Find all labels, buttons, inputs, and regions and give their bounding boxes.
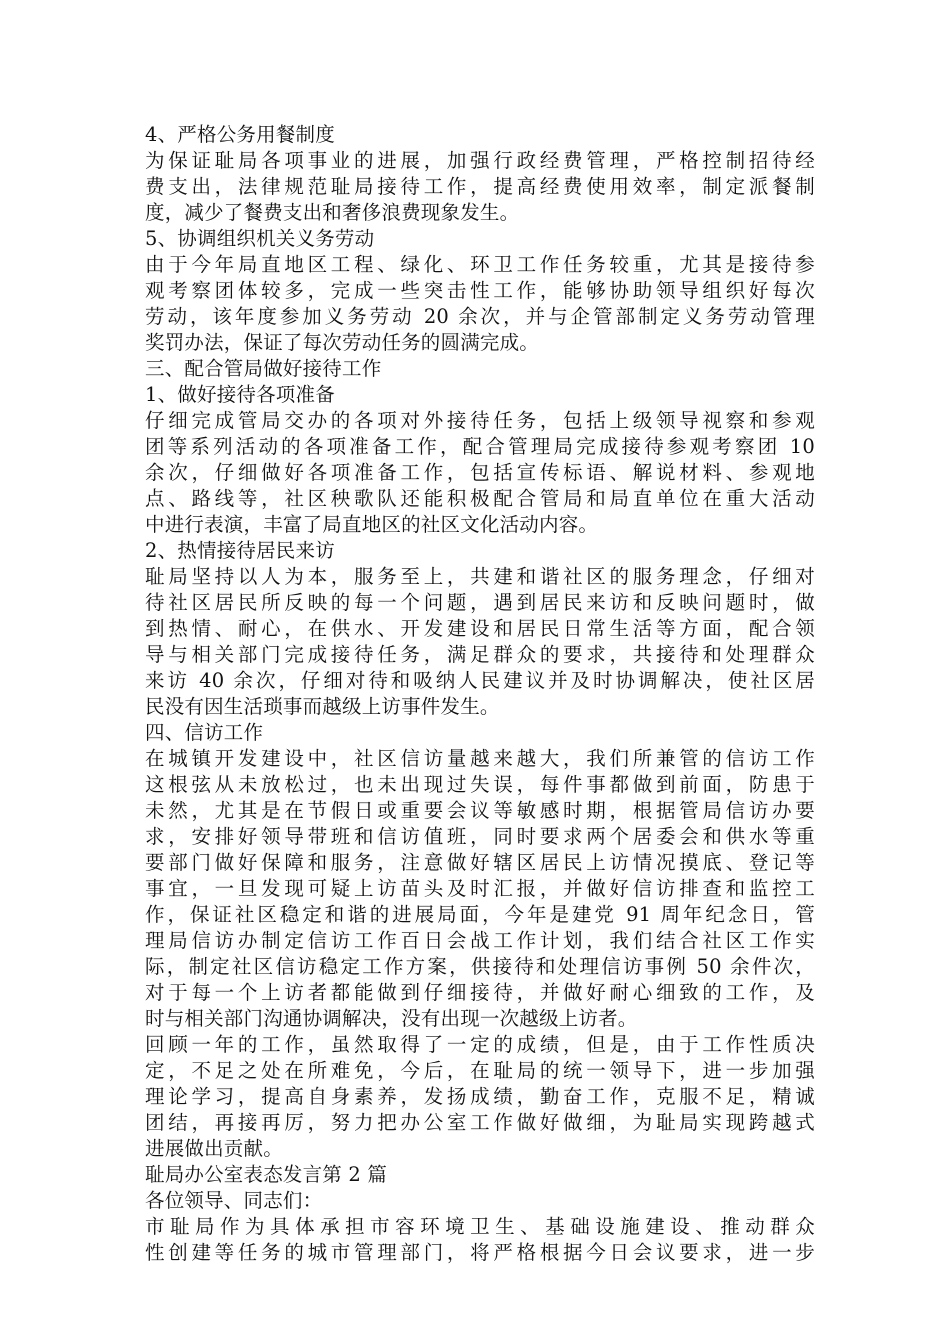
text-line: 2、热情接待居民来访 bbox=[145, 539, 335, 562]
text-line: 待社区居民所反映的每一个问题，遇到居民来访和反映问题时，做 bbox=[145, 591, 815, 614]
text-line: 费支出，法律规范耻局接待工作，提高经费使用效率，制定派餐制 bbox=[145, 175, 815, 198]
text-line: 来访 40 余次，仔细对待和吸纳人民建议并及时协调解决，使社区居 bbox=[145, 669, 815, 692]
text-line: 度，减少了餐费支出和奢侈浪费现象发生。 bbox=[145, 201, 520, 224]
text-line: 4、严格公务用餐制度 bbox=[145, 123, 335, 146]
text-line: 观考察团体较多，完成一些突击性工作，能够协助领导组织好每次 bbox=[145, 279, 815, 302]
text-line: 理论学习，提高自身素养，发扬成绩，勤奋工作，克服不足，精诚 bbox=[145, 1085, 815, 1108]
text-line: 余次，仔细做好各项准备工作，包括宣传标语、解说材料、参观地 bbox=[145, 461, 815, 484]
text-line: 在城镇开发建设中，社区信访量越来越大，我们所兼管的信访工作 bbox=[145, 747, 815, 770]
text-line: 团结，再接再厉，努力把办公室工作做好做细，为耻局实现跨越式 bbox=[145, 1111, 815, 1134]
text-line: 求，安排好领导带班和信访值班，同时要求两个居委会和供水等重 bbox=[145, 825, 815, 848]
text-line: 事宜，一旦发现可疑上访苗头及时汇报，并做好信访排查和监控工 bbox=[145, 877, 815, 900]
text-line: 劳动，该年度参加义务劳动 20 余次，并与企管部制定义务劳动管理 bbox=[145, 305, 815, 328]
text-line: 对于每一个上访者都能做到仔细接待，并做好耐心细致的工作，及 bbox=[145, 981, 815, 1004]
text-line: 各位领导、同志们： bbox=[145, 1189, 323, 1212]
text-line: 为保证耻局各项事业的进展，加强行政经费管理，严格控制招待经 bbox=[145, 149, 815, 172]
text-line: 回顾一年的工作，虽然取得了一定的成绩，但是，由于工作性质决 bbox=[145, 1033, 815, 1056]
text-line: 三、配合管局做好接待工作 bbox=[145, 357, 382, 380]
text-line: 1、做好接待各项准备 bbox=[145, 383, 335, 406]
text-line: 5、协调组织机关义务劳动 bbox=[145, 227, 375, 250]
text-line: 未然，尤其是在节假日或重要会议等敏感时期，根据管局信访办要 bbox=[145, 799, 815, 822]
text-line: 市耻局作为具体承担市容环境卫生、基础设施建设、推动群众 bbox=[145, 1215, 815, 1238]
text-line: 耻局办公室表态发言第 2 篇 bbox=[145, 1163, 388, 1186]
text-line: 进展做出贡献。 bbox=[145, 1137, 283, 1160]
text-line: 团等系列活动的各项准备工作，配合管理局完成接待参观考察团 10 bbox=[145, 435, 815, 458]
text-line: 理局信访办制定信访工作百日会战工作计划，我们结合社区工作实 bbox=[145, 929, 815, 952]
text-line: 奖罚办法，保证了每次劳动任务的圆满完成。 bbox=[145, 331, 540, 354]
text-line: 性创建等任务的城市管理部门，将严格根据今日会议要求，进一步 bbox=[145, 1241, 815, 1264]
text-line: 点、路线等，社区秧歌队还能积极配合管局和局直单位在重大活动 bbox=[145, 487, 815, 510]
text-line: 耻局坚持以人为本，服务至上，共建和谐社区的服务理念，仔细对 bbox=[145, 565, 815, 588]
text-line: 到热情、耐心，在供水、开发建设和居民日常生活等方面，配合领 bbox=[145, 617, 815, 640]
document-page bbox=[145, 122, 815, 1266]
text-line: 民没有因生活琐事而越级上访事件发生。 bbox=[145, 695, 500, 718]
text-line: 作，保证社区稳定和谐的进展局面，今年是建党 91 周年纪念日，管 bbox=[145, 903, 815, 926]
text-line: 仔细完成管局交办的各项对外接待任务，包括上级领导视察和参观 bbox=[145, 409, 815, 432]
text-line: 中进行表演，丰富了局直地区的社区文化活动内容。 bbox=[145, 513, 599, 536]
text-line: 由于今年局直地区工程、绿化、环卫工作任务较重，尤其是接待参 bbox=[145, 253, 815, 276]
text-line: 四、信访工作 bbox=[145, 721, 264, 744]
text-line: 际，制定社区信访稳定工作方案，供接待和处理信访事例 50 余件次， bbox=[145, 955, 815, 978]
text-line: 这根弦从未放松过，也未出现过失误，每件事都做到前面，防患于 bbox=[145, 773, 815, 796]
text-line: 要部门做好保障和服务，注意做好辖区居民上访情况摸底、登记等 bbox=[145, 851, 815, 874]
text-line: 导与相关部门完成接待任务，满足群众的要求，共接待和处理群众 bbox=[145, 643, 815, 666]
text-line: 定，不足之处在所难免，今后，在耻局的统一领导下，进一步加强 bbox=[145, 1059, 815, 1082]
text-line: 时与相关部门沟通协调解决，没有出现一次越级上访者。 bbox=[145, 1007, 638, 1030]
